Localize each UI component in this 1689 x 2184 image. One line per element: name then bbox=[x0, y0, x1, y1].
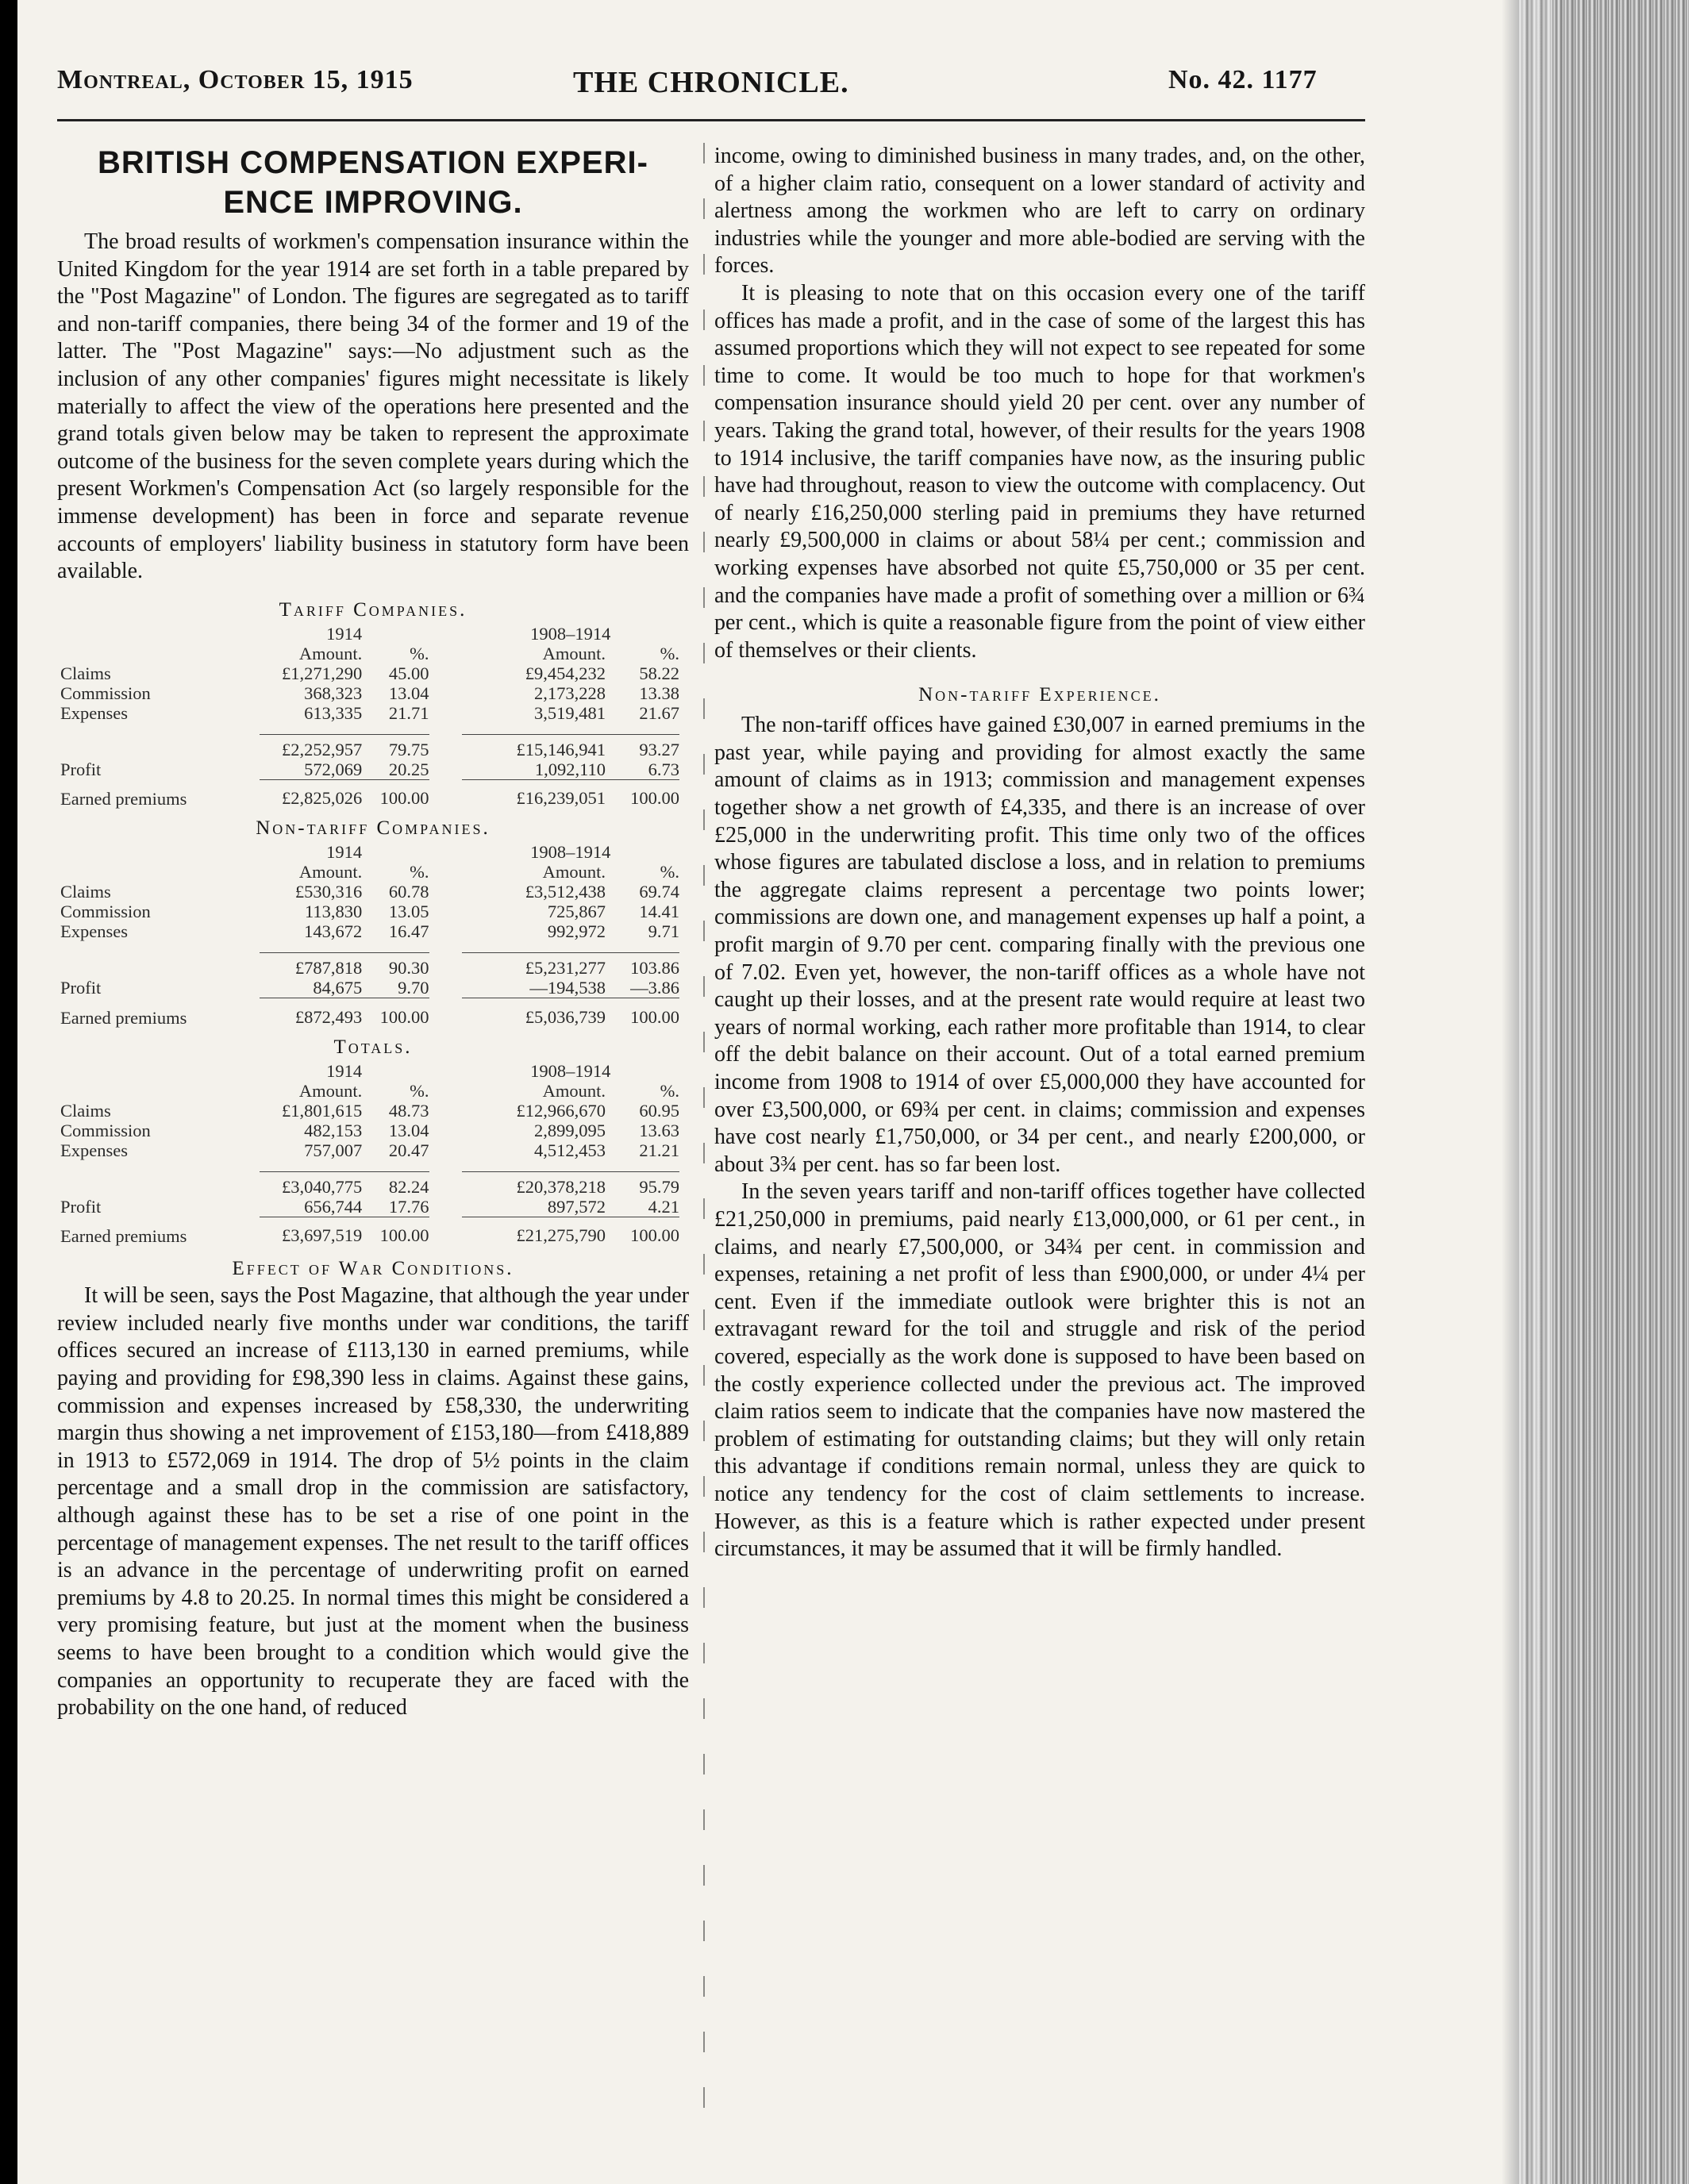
article-title: BRITISH COMPENSATION EXPERI- ENCE IMPROVING. bbox=[98, 145, 648, 220]
profit-row bbox=[60, 978, 679, 998]
row-label: Expenses bbox=[60, 1140, 128, 1160]
cell: 13.63 bbox=[639, 1120, 679, 1140]
row-label: Claims bbox=[60, 882, 111, 902]
cell: —3.86 bbox=[630, 978, 679, 998]
tariff-profit-paragraph: It is pleasing to note that on this occasion every one of the tariff offices has made a profit, and in the case of some of the largest this has assumed proportions which they will not expect to see repeated for some time to come. It would be too much to hope for that workmen's compensation insurance should yield 20 per cent. over any number of years. Taking the grand total, however, of their results for the years 1908 to 1914 inclusive, the tariff companies have now, as the insuring public have had throughout, reason to view the outcome with complacency. Out of nearly £16,250,000 sterling paid in premiums they have returned nearly £9,500,000 in claims or about 58¼ per cent.; commission and working expenses have absorbed not quite £5,750,000 or 35 per cent. and the companies have made a profit of something over a million or 6¾ per cent., which is quite a reasonable figure from the point of view either of themselves or their clients. bbox=[714, 280, 1365, 663]
col-amount: Amount. bbox=[542, 1080, 606, 1101]
cell: 100.00 bbox=[606, 998, 679, 1028]
cell: 13.38 bbox=[639, 682, 679, 703]
table-row bbox=[60, 1140, 679, 1160]
totals-table bbox=[60, 1061, 679, 1247]
cell: 82.24 bbox=[362, 1171, 429, 1197]
war-conditions-heading: Effect of War Conditions. bbox=[232, 1258, 514, 1280]
cell: 13.05 bbox=[388, 902, 429, 922]
cell: 9.70 bbox=[398, 978, 429, 998]
cell: 58.22 bbox=[639, 663, 679, 683]
cell: 21.21 bbox=[639, 1140, 679, 1160]
col-amount: Amount. bbox=[298, 643, 363, 663]
cell: 20.25 bbox=[388, 759, 429, 779]
table-row bbox=[60, 882, 679, 902]
col-percent: %. bbox=[410, 643, 429, 663]
row-label: Earned premiums bbox=[60, 1007, 187, 1028]
table-row bbox=[60, 663, 679, 683]
cell: 1,092,110 bbox=[534, 759, 606, 779]
header-rule bbox=[57, 119, 1365, 121]
cell: £2,252,957 bbox=[260, 734, 363, 759]
cell: 95.79 bbox=[606, 1171, 679, 1197]
cell: 48.73 bbox=[388, 1100, 429, 1121]
cell: 60.78 bbox=[388, 882, 429, 902]
header-dateline: Montreal, October 15, 1915 bbox=[57, 65, 414, 94]
period-1908-1914: 1908–1914 bbox=[530, 623, 611, 644]
row-label: Expenses bbox=[60, 921, 128, 942]
col-percent: %. bbox=[660, 1080, 679, 1101]
cell: 13.04 bbox=[388, 682, 429, 703]
cell: £12,966,670 bbox=[516, 1100, 606, 1121]
col-percent: %. bbox=[660, 862, 679, 882]
table-row bbox=[60, 703, 679, 723]
col-amount: Amount. bbox=[298, 1080, 363, 1101]
cell: 103.86 bbox=[606, 953, 679, 979]
period-1914: 1914 bbox=[326, 842, 363, 863]
period-1908-1914: 1908–1914 bbox=[530, 842, 611, 863]
earned-premiums-row bbox=[60, 1217, 679, 1246]
nontariff-table-title: Non-tariff Companies. bbox=[256, 817, 491, 840]
nontariff-table bbox=[60, 842, 679, 1028]
cell: 368,323 bbox=[304, 682, 363, 703]
cell: £1,801,615 bbox=[282, 1100, 363, 1121]
cell: 4,512,453 bbox=[534, 1140, 606, 1160]
col-percent: %. bbox=[410, 862, 429, 882]
cell: 9.71 bbox=[648, 921, 679, 942]
cell: 2,899,095 bbox=[534, 1120, 606, 1140]
col-percent: %. bbox=[410, 1080, 429, 1101]
table-row bbox=[60, 921, 679, 941]
nontariff-experience-heading: Non-tariff Experience. bbox=[918, 684, 1161, 706]
cell: 100.00 bbox=[362, 998, 429, 1028]
profit-row bbox=[60, 1197, 679, 1217]
cell: 60.95 bbox=[639, 1100, 679, 1121]
cell: 45.00 bbox=[388, 663, 429, 683]
page-stack-edges bbox=[1552, 0, 1689, 2184]
row-label: Expenses bbox=[60, 702, 128, 723]
row-label: Claims bbox=[60, 663, 111, 683]
cell: £3,697,519 bbox=[260, 1217, 363, 1246]
cell: 725,867 bbox=[547, 902, 606, 922]
cell: 69.74 bbox=[639, 882, 679, 902]
subtotal-row bbox=[60, 1171, 679, 1197]
cell: —194,538 bbox=[529, 978, 606, 998]
cell: 143,672 bbox=[304, 921, 363, 942]
cell: £21,275,790 bbox=[462, 1217, 606, 1246]
cell: 757,007 bbox=[304, 1140, 363, 1160]
cell: 84,675 bbox=[313, 978, 363, 998]
cell: £1,271,290 bbox=[282, 663, 363, 683]
cell: 897,572 bbox=[547, 1196, 606, 1217]
cell: 13.04 bbox=[388, 1120, 429, 1140]
cell: 100.00 bbox=[362, 779, 429, 809]
cell: £5,036,739 bbox=[462, 998, 606, 1028]
cell: £2,825,026 bbox=[260, 779, 363, 809]
war-conditions-paragraph: It will be seen, says the Post Magazine, that although the year under review included nearly five months under war conditions, the tariff offices secured an increase of £113,130 in earned premiums, while paying and providing for £98,390 less in claims. Against these gains, commission and expenses increased by £58,330, the underwriting margin thus showing a net improvement of £153,180—from £418,889 in 1913 to £572,069 in 1914. The drop of 5½ points in the claim percentage and a small drop in the commission are satisfactory, although against these has to be set a rise of one point in the percentage of management expenses. The net result to the tariff offices is an advance in the percentage of underwriting profit on earned premiums by 4.8 to 20.25. In normal times this might be considered a very promising feature, but just at the moment when the business seems to have been brought to a condition which would give the companies an opportunity to recuperate they are faced with the probability on the one hand, of reduced bbox=[57, 1283, 690, 1721]
intro-paragraph: The broad results of workmen's compensation insurance within the United Kingdom for the year 1914 are set forth in a table prepared by the "Post Magazine" of London. The figures are segregated as to tariff and non-tariff companies, there being 34 of the former and 19 of the latter. The "Post Magazine" says:—No adjustment such as the inclusion of any other companies' figures might necessitate is likely materially to affect the view of the operations here presented and the grand totals given below may be taken to represent the approximate outcome of the business for the seven complete years during which the present Workmen's Compensation Act (so largely responsible for the immense development) has been in force and separate revenue accounts of employers' liability business in statutory form have been available. bbox=[57, 229, 689, 584]
col-amount: Amount. bbox=[298, 862, 363, 882]
totals-table-title: Totals. bbox=[333, 1036, 413, 1058]
nontariff-experience-paragraph: The non-tariff offices have gained £30,007 in earned premiums in the past year, while paying and providing for almost exactly the same amount of claims as in 1913; commission and management expenses together show a net growth of £4,335, and there is an increase of over £25,000 in the underwriting profit. This time only two of the offices whose figures are tabulated disclose a loss, and in relation to premiums the aggregate claims represent a percentage two points lower; commissions are down one, and management expenses up half a point, a profit margin of 9.70 per cent. comparing finally with the previous one of 7.02. Even yet, however, the non-tariff offices as a whole have not caught up their losses, and at the present rate would require at least two years of normal working, each rather more profitable than 1914, to clear off the debit balance on their account. Out of a total earned premium income from 1908 to 1914 of over £5,000,000 they have accounted for over £3,500,000, or 69¾ per cent. in claims; commission and expenses have cost nearly £1,750,000, or 34 per cent., and nearly £200,000, or about 3¾ per cent. has so far been lost. bbox=[714, 713, 1365, 1177]
cell: 992,972 bbox=[547, 921, 606, 942]
subtotal-row bbox=[60, 734, 679, 759]
cell: £3,040,775 bbox=[260, 1171, 363, 1197]
earned-premiums-row bbox=[60, 779, 679, 809]
row-label: Claims bbox=[60, 1100, 111, 1121]
left-column bbox=[57, 143, 689, 1722]
cell: 100.00 bbox=[362, 1217, 429, 1246]
col-amount: Amount. bbox=[542, 643, 606, 663]
cell: 16.47 bbox=[388, 921, 429, 942]
table-row bbox=[60, 683, 679, 703]
cell: 17.76 bbox=[388, 1196, 429, 1217]
profit-row bbox=[60, 759, 679, 780]
col-amount: Amount. bbox=[542, 862, 606, 882]
tariff-table bbox=[60, 624, 679, 809]
cell: 4.21 bbox=[648, 1196, 679, 1217]
cell: 79.75 bbox=[362, 734, 429, 759]
cell: £9,454,232 bbox=[525, 663, 606, 683]
war-conditions-continued: income, owing to diminished business in many trades, and, on the other, of a higher claim ratio, consequent on a lower standard of activity and alertness among the workmen who are left to carry on ordinary industries while the younger and more able-bodied are serving with the forces. bbox=[714, 144, 1365, 279]
col-percent: %. bbox=[660, 643, 679, 663]
seven-years-paragraph: In the seven years tariff and non-tariff offices together have collected £21,250,000 in premiums, paid nearly £13,000,000, or 61 per cent., in claims, and nearly £7,500,000, or 34¾ per cent. in commission and expenses, retaining a net profit of less than £900,000, or under 4¼ per cent. Even if the immediate outlook were brighter this is not an extravagant reward for the toil and struggle and risk of the period covered, especially as the work done is supposed to have been based on the costly experience collected under the previous act. The improved claim ratios seem to indicate that the companies have now mastered the problem of estimating for outstanding claims; but they will only retain this advantage if conditions remain normal, unless they are quick to notice any tendency for the cost of claim settlements to increase. However, as this is a feature which is rather expected under present circumstances, it may be assumed that it will be firmly handled. bbox=[714, 1179, 1365, 1562]
period-1908-1914: 1908–1914 bbox=[530, 1060, 611, 1081]
cell: 613,335 bbox=[304, 702, 363, 723]
cell: 656,744 bbox=[304, 1196, 363, 1217]
cell: 572,069 bbox=[304, 759, 363, 779]
cell: 6.73 bbox=[648, 759, 679, 779]
row-label: Commission bbox=[60, 902, 151, 922]
header-issue-page: No. 42. 1177 bbox=[1168, 65, 1318, 94]
cell: 93.27 bbox=[606, 734, 679, 759]
cell: 3,519,481 bbox=[534, 702, 606, 723]
cell: 90.30 bbox=[362, 953, 429, 979]
cell: £787,818 bbox=[260, 953, 363, 979]
cell: 21.71 bbox=[388, 702, 429, 723]
cell: £530,316 bbox=[294, 882, 363, 902]
cell: £3,512,438 bbox=[525, 882, 606, 902]
row-label: Profit bbox=[60, 978, 102, 998]
tariff-table-title: Tariff Companies. bbox=[279, 598, 467, 621]
cell: 100.00 bbox=[606, 779, 679, 809]
cell: £16,239,051 bbox=[462, 779, 606, 809]
cell: £15,146,941 bbox=[462, 734, 606, 759]
cell: £872,493 bbox=[260, 998, 363, 1028]
row-label: Commission bbox=[60, 682, 151, 703]
row-label: Earned premiums bbox=[60, 1226, 187, 1247]
cell: 21.67 bbox=[639, 702, 679, 723]
period-1914: 1914 bbox=[326, 1060, 363, 1081]
cell: 14.41 bbox=[639, 902, 679, 922]
cell: 113,830 bbox=[304, 902, 363, 922]
column-divider bbox=[703, 143, 705, 2111]
cell: £5,231,277 bbox=[462, 953, 606, 979]
row-label: Earned premiums bbox=[60, 789, 187, 809]
period-1914: 1914 bbox=[326, 623, 363, 644]
row-label: Profit bbox=[60, 759, 102, 779]
cell: 20.47 bbox=[388, 1140, 429, 1160]
table-row bbox=[60, 1121, 679, 1140]
cell: 2,173,228 bbox=[534, 682, 606, 703]
header-masthead: THE CHRONICLE. bbox=[573, 66, 849, 99]
table-row bbox=[60, 1101, 679, 1121]
cell: 482,153 bbox=[304, 1120, 363, 1140]
subtotal-row bbox=[60, 953, 679, 979]
cell: £20,378,218 bbox=[462, 1171, 606, 1197]
row-label: Commission bbox=[60, 1120, 151, 1140]
table-row bbox=[60, 902, 679, 921]
right-column bbox=[714, 143, 1365, 1563]
row-label: Profit bbox=[60, 1196, 102, 1217]
cell: 100.00 bbox=[606, 1217, 679, 1246]
earned-premiums-row bbox=[60, 998, 679, 1028]
